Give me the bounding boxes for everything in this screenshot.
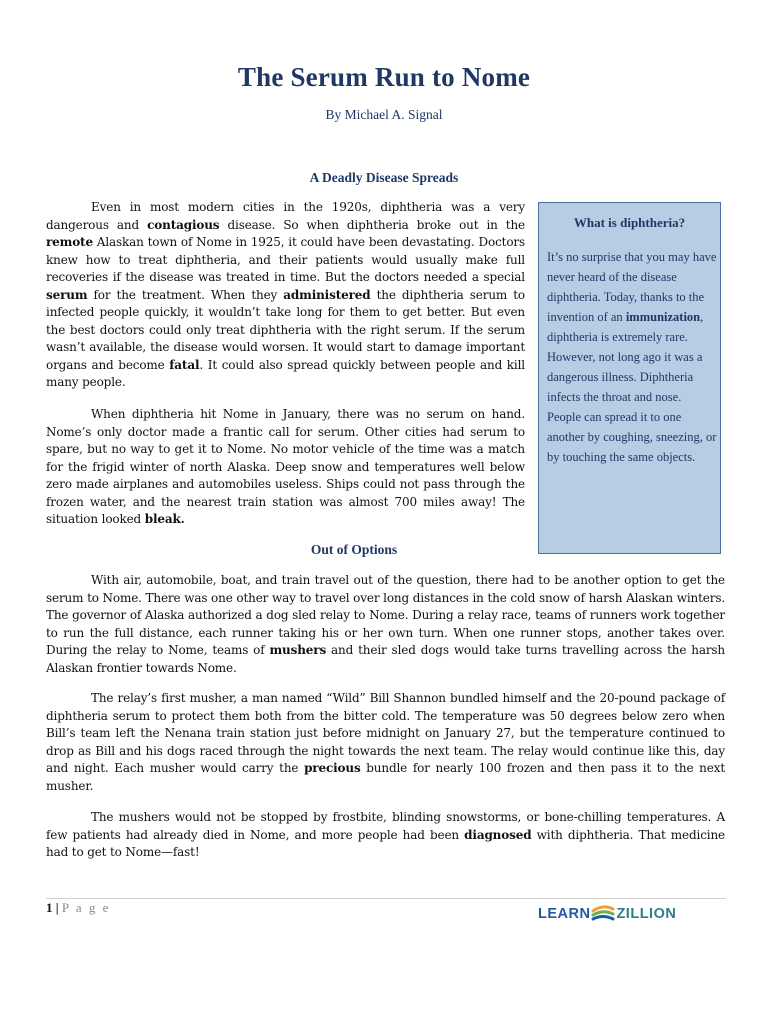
bold-term: bleak. — [144, 512, 185, 526]
footer-divider — [46, 898, 726, 899]
logo-text-learn: LEARN — [538, 906, 591, 922]
paragraph-3: With air, automobile, boat, and train travel out of the question, there had to be another option to get the serum to Nome. There was one other way to travel over long distances in the cold snow of harsh Alaskan winters. The governor of Alaska authorized a dog sled relay to Nome. During a relay race, teams of runners work together to run the full distance, each runner taking his or her own turn. When one runner stops, another takes over. During the relay to Nome, teams of mushers and their sled dogs would take turns travelling across the harsh Alaskan frontier towards Nome. — [46, 573, 725, 675]
sidebar-text: It’s no surprise that you may have never heard of the disease diphtheria. Today, thanks to the invention of an immunization, diphtheria is extremely rare. However, not long ago it was a dangerous illness. Diphtheria infects the throat and nose. People can spread it to one another by coughing, sneezing, or by touching the same objects. — [547, 250, 717, 464]
bold-term: administered — [283, 287, 371, 302]
logo-text-zillion: ZILLION — [616, 906, 677, 922]
bold-term: fatal — [169, 357, 200, 372]
learnzillion-logo — [538, 903, 676, 925]
bold-term: contagious — [147, 217, 220, 232]
bold-term: precious — [304, 761, 361, 775]
sidebar-title: What is diphtheria? — [573, 215, 686, 230]
paragraph-2: When diphtheria hit Nome in January, there was no serum on hand. Nome’s only doctor made a frantic call for serum. Other cities had serum to spare, but no way to get it to Nome. No motor vehicle of the time was a match for the frigid winter of north Alaska. Deep snow and temperatures well below zero made airplanes and automobiles useless. Ships could not pass through the frozen water, and the nearest train station was almost 700 miles away! The situation looked bleak. — [46, 407, 525, 526]
bold-term: diagnosed — [464, 827, 532, 842]
page-separator: | — [55, 900, 59, 915]
paragraph-1: Even in most modern cities in the 1920s, diphtheria was a very dangerous and contagious disease. So when diphtheria broke out in the remote Alaskan town of Nome in 1925, it could have been devastating. Doctors knew how to treat diphtheria, and their patients would usually make full recoveries if the disease was treated in time. But the doctors needed a special serum for the treatment. When they administered the diphtheria serum to infected people quickly, it wouldn’t take long for them to get better. But even the best doctors could only treat diphtheria with the right serum. If the serum wasn’t available, the disease would worsen. It would start to damage important organs and become fatal. It could also spread quickly between people and kill many people. — [46, 200, 526, 389]
document-title: The Serum Run to Nome — [237, 62, 531, 92]
bold-term: mushers — [269, 643, 327, 657]
logo-swirl-icon — [591, 904, 615, 924]
section-heading-deadly-disease: A Deadly Disease Spreads — [309, 170, 459, 185]
page-number-value: 1 — [46, 900, 53, 915]
bold-term: remote — [46, 235, 93, 249]
diphtheria-sidebar — [538, 202, 721, 554]
bold-term: immunization — [625, 310, 701, 324]
paragraph-4: The relay’s first musher, a man named “Wild” Bill Shannon bundled himself and the 20-pound package of diphtheria serum to protect them both from the bitter cold. The temperature was 50 degrees below zero when Bill’s team left the Nenana train station just before midnight on January 27, but the temperature continued to drop as Bill and his dogs raced through the night towards the next team. The relay would continue like this, day and night. Each musher would carry the precious bundle for nearly 100 frozen and then pass it to the next musher. — [46, 691, 725, 793]
section-heading-out-of-options: Out of Options — [310, 542, 398, 557]
bold-term: serum — [46, 287, 88, 302]
page-number — [46, 900, 110, 916]
author-byline: By Michael A. Signal — [325, 107, 443, 122]
page-label: P a g e — [61, 900, 111, 915]
paragraph-5: The mushers would not be stopped by frostbite, blinding snowstorms, or bone-chilling temperatures. A few patients had already died in Nome, and more people had been diagnosed with diphtheria. That medicine had to get to Nome—fast! — [46, 810, 725, 859]
